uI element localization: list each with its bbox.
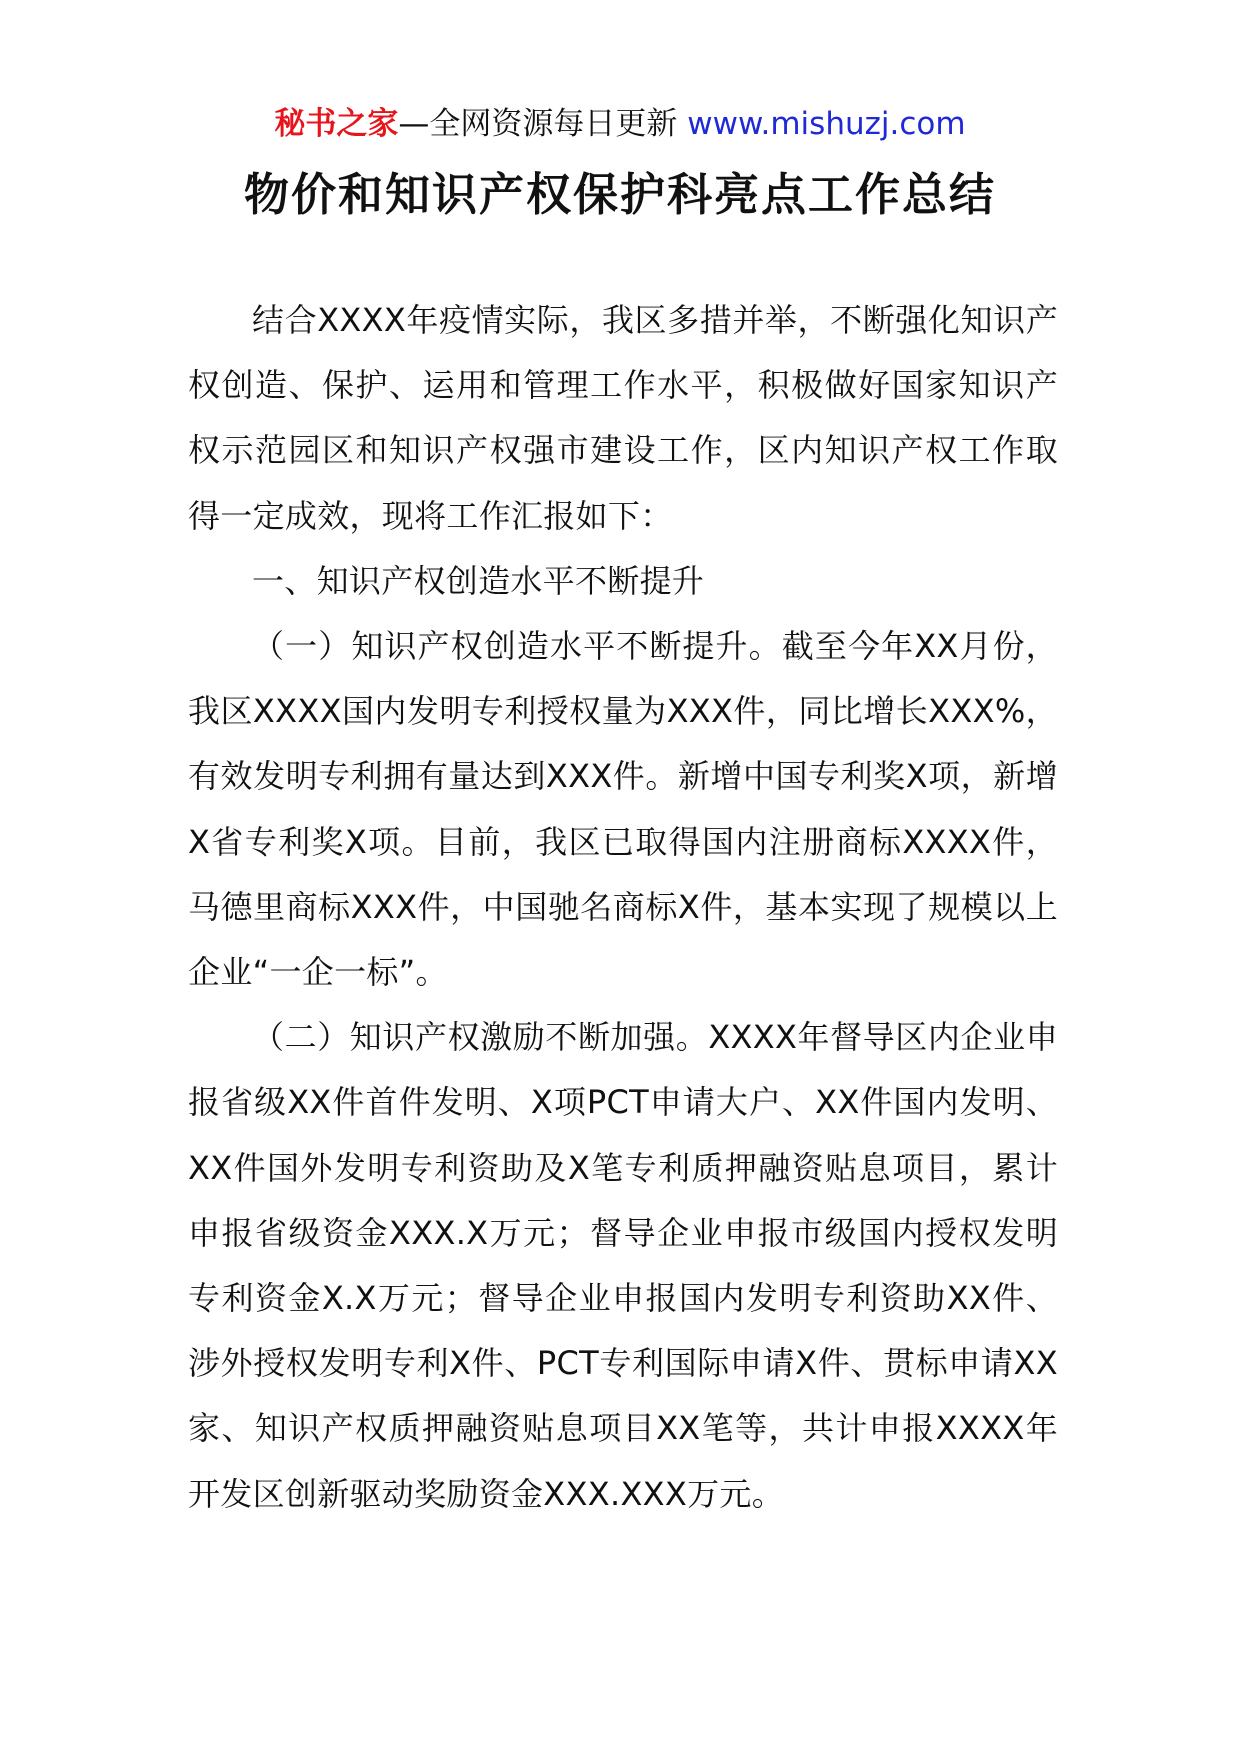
- document-body: [188, 288, 1058, 1527]
- intro-paragraph: 结合XXXX年疫情实际，我区多措并举，不断强化知识产权创造、保护、运用和管理工作水平，积极做好国家知识产权示范园区和知识产权强市建设工作，区内知识产权工作取得一定成效，现将工作汇报如下：: [188, 301, 1058, 535]
- site-header: [0, 104, 1240, 144]
- brand-name: 秘书之家: [274, 106, 399, 142]
- subsection-paragraph-2: （二）知识产权激励不断加强。XXXX年督导区内企业申报省级XX件首件发明、X项PCT申请大户、XX件国内发明、XX件国外发明专利资助及X笔专利质押融资贴息项目，累计申报省级资金XXX.X万元；督导企业申报市级国内授权发明专利资金X.X万元；督导企业申报国内发明专利资助XX件、涉外授权发明专利X件、PCT专利国际申请X件、贯标申请XX家、知识产权质押融资贴息项目XX笔等，共计申报XXXX年开发区创新驱动奖励资金XXX.XXX万元。: [188, 1018, 1058, 1513]
- section-heading: 一、知识产权创造水平不断提升: [252, 561, 705, 600]
- subsection-paragraph-1: （一）知识产权创造水平不断提升。截至今年XX月份，我区XXXX国内发明专利授权量为XXX件，同比增长XXX%，有效发明专利拥有量达到XXX件。新增中国专利奖X项，新增X省专利奖X项。目前，我区已取得国内注册商标XXXX件，马德里商标XXX件，中国驰名商标X件，基本实现了规模以上企业“一企一标”。: [188, 627, 1058, 992]
- document-title: 物价和知识产权保护科亮点工作总结: [243, 168, 996, 221]
- header-tagline: —全网资源每日更新: [398, 106, 678, 142]
- site-url-link[interactable]: www.mishuzj.com: [687, 106, 966, 142]
